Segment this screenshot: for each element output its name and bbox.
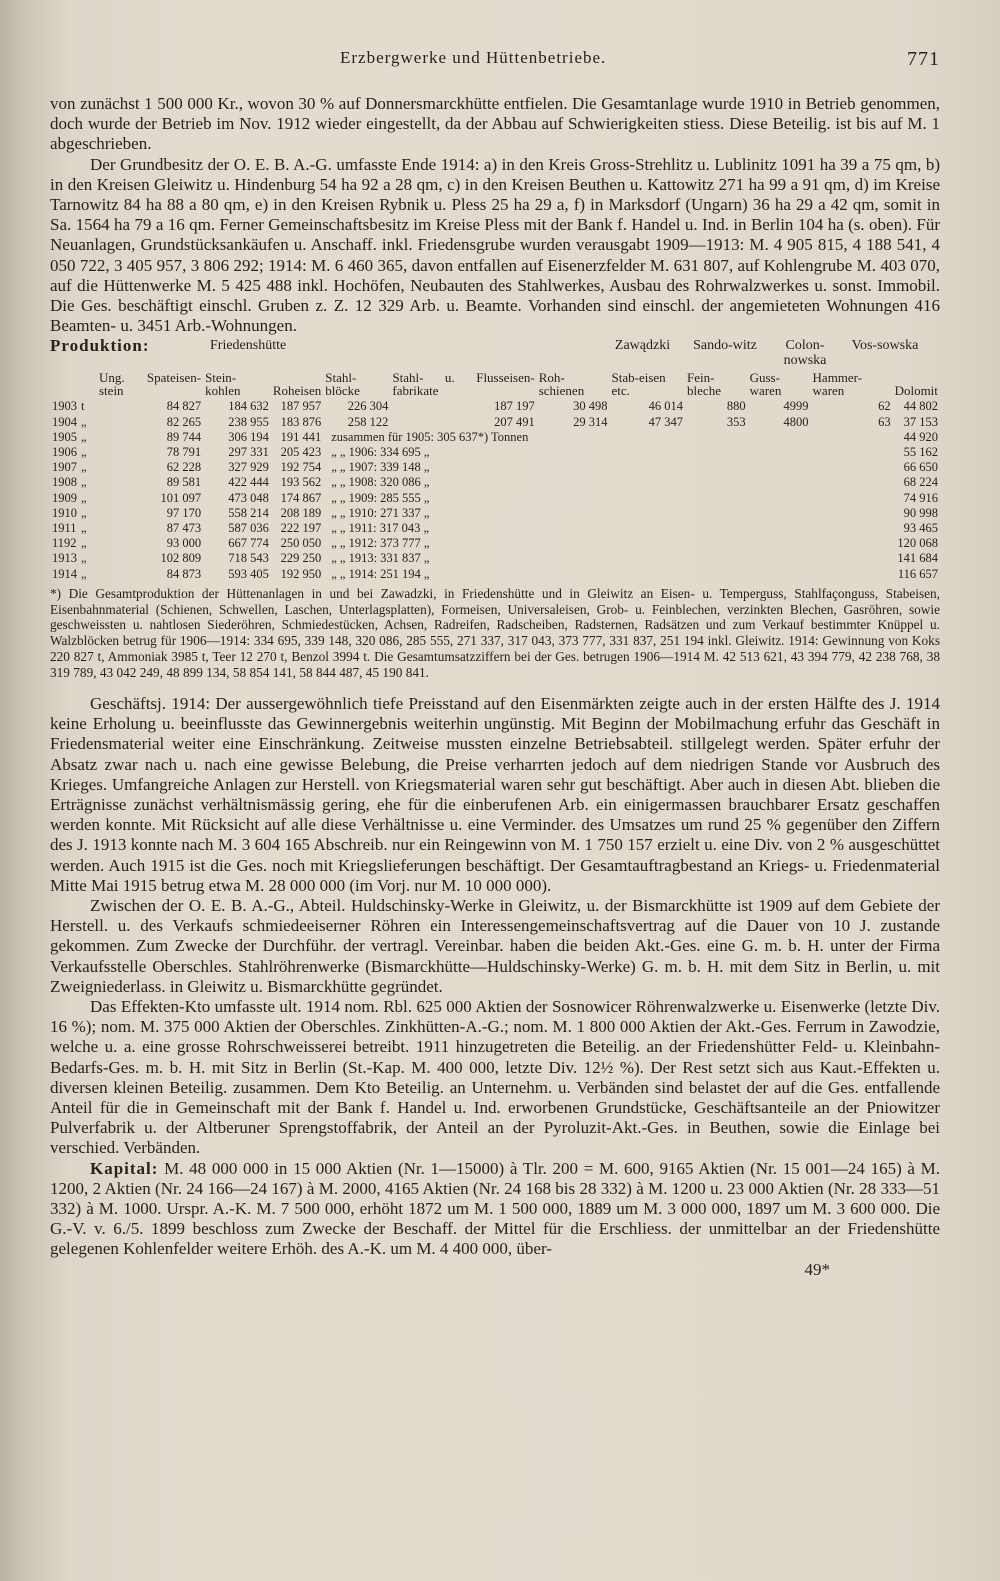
table-cell: 353 bbox=[726, 414, 746, 429]
col-year bbox=[50, 371, 79, 399]
table-cell: 1907 bbox=[52, 460, 77, 475]
table-row bbox=[50, 430, 940, 445]
table-cell: 30 498 bbox=[573, 399, 608, 414]
table-cell: 44 920 bbox=[903, 429, 938, 444]
table-cell: „ bbox=[81, 414, 87, 429]
table-cell: 62 228 bbox=[166, 460, 202, 475]
paragraph-kapital bbox=[50, 1159, 940, 1260]
col-unit bbox=[79, 371, 97, 399]
table-cell: 558 214 bbox=[228, 505, 269, 520]
table-cell: 116 657 bbox=[897, 566, 938, 581]
table-cell: 66 650 bbox=[903, 460, 938, 475]
table-cell: „ bbox=[81, 460, 87, 475]
table-cell: 89 744 bbox=[166, 429, 202, 444]
signature-mark: 49* bbox=[804, 1259, 830, 1279]
table-cell-summary: „ „ 1910: 271 337 „ bbox=[331, 505, 430, 520]
group-sandowitz: Sando-witz bbox=[693, 338, 757, 354]
table-cell: 93 000 bbox=[166, 536, 202, 551]
table-cell: 229 250 bbox=[280, 551, 322, 566]
table-cell: 37 153 bbox=[903, 414, 938, 429]
table-cell: 1908 bbox=[52, 475, 77, 490]
table-cell: 68 224 bbox=[903, 475, 938, 490]
paragraph-geschaeftsjahr: Geschäftsj. 1914: Der aussergewöhnlich tiefe Preisstand auf den Eisenmärkten zeigte auch in der ersten Hälfte des J. 1914 keine Erholung u. beeinflusste das Gewinnergebnis weiterhin ungünstig. Mit Beginn der Mobilmachung erfuhr das Geschäft in Friedensmaterial weiter eine Einschränkung. Zeitweise mussten einzelne Betriebsabteil. stillgelegt werden. Später erfuhr der Absatz zwar nach u. nach eine gewisse Belebung, die Preise verharrten jedoch auf dem niedrigen Stande vor Ausbruch des Krieges. Umfangreiche Anlagen zur Herstell. von Kriegsmaterial waren sehr gut beschäftigt. Aber auch in diesen Abt. blieben die Erträgnisse zunächst verhältnismässig gering, ehe für die einberufenen Arb. ein einigermassen brauchbarer Ersatz geschaffen werden konnte. Mit Rücksicht auf alle diese Verhältnisse u. eine Verminder. des Umsatzes um rund 25 % gegenüber den Ziffern des J. 1913 konnte nach M. 3 604 165 Abschreib. nur ein Reingewinn von M. 1 750 157 erzielt u. eine Div. von 2 % ausgeschüttet werden. Auch 1915 ist die Ges. noch mit Kriegslieferungen beschäftigt. Der Gesamtauftragbestand an Kriegs- u. Friedenmaterial Mitte Mai 1915 betrug etwa M. 28 000 000 (im Vorj. nur M. 10 000 000). bbox=[50, 693, 940, 895]
table-cell: 192 754 bbox=[280, 460, 322, 475]
col-roheisen: Roheisen bbox=[272, 383, 322, 399]
table-cell: 207 491 bbox=[494, 414, 535, 429]
table-cell: 1910 bbox=[52, 505, 77, 520]
table-cell: 473 048 bbox=[228, 490, 269, 505]
table-cell: „ bbox=[81, 521, 87, 536]
table-cell: 46 014 bbox=[648, 399, 684, 414]
table-cell: 238 955 bbox=[228, 414, 269, 429]
paragraph-effekten: Das Effekten-Kto umfasste ult. 1914 nom. Rbl. 625 000 Aktien der Sosnowicer Röhrenwalzwerke u. Eisenwerke (letzte Div. 16 %); nom. M. 375 000 Aktien der Oberschles. Zinkhütten-A.-G.; nom. M. 1 800 000 Aktien der Akt.-Ges. Ferrum in Zawodzie, welche u. a. eine grosse Rohrschweisserei betreibt. 1911 hinzugetreten die Beteilig. an der Friedenshütter Feld- u. Kleinbahn-Bedarfs-Ges. m. b. H. mit Sitz in Berlin (St.-Kap. M. 400 000, letzte Div. 12½ %). Der Rest setzt sich aus Kaut.-Effekten u. diversen kleinen Beteilig. zusammen. Dem Kto Beteilig. an Unternehm. u. Verbänden sind belastet der auf die Ges. entfallende Anteil für die in Gemeinschaft mit der Bank f. Handel u. Ind. erworbenen Grundstücke, Geschäftsanteile an der Pniowitzer Pulverfabrik u. der Altberuner Sprengstoffabrik, der Anteil an der Pyroluzit-Akt.-Ges. in Beuthen, sowie die Einlage bei verschied. Verbänden. bbox=[50, 997, 940, 1158]
table-cell: „ bbox=[81, 475, 87, 490]
table-cell: 1911 bbox=[52, 521, 77, 536]
table-cell: 187 957 bbox=[280, 399, 322, 414]
table-cell-summary: „ „ 1908: 320 086 „ bbox=[331, 475, 430, 490]
table-cell: 1903 bbox=[52, 399, 77, 414]
table-cell: 1192 bbox=[52, 536, 77, 551]
table-cell-summary: „ „ 1909: 285 555 „ bbox=[331, 490, 430, 505]
table-cell: 1905 bbox=[52, 429, 77, 444]
table-cell: 29 314 bbox=[573, 414, 608, 429]
kapital-text: M. 48 000 000 in 15 000 Aktien (Nr. 1—15000) à Tlr. 200 = M. 600, 9165 Aktien (Nr. 15 001—24 165) à M. 1200, 2 Aktien (Nr. 24 166—24 167) à M. 2000, 4165 Aktien (Nr. 24 168 bis 28 332) à M. 1200 u. 23 000 Aktien (Nr. 28 333—51 332) à M. 1000. Urspr. A.-K. M. 7 500 000, erhöht 1872 um M. 1 500 000, 1889 um M. 3 000 000, 1897 um M. 3 600 000. Die G.-V. v. 6./5. 1899 beschloss zum Zwecke der Beschaff. der Mittel für die Erschliess. der unmittelbar an der Friedenshütte gelegenen Kohlenfelder weitere Erhöh. des A.-K. um M. 4 400 000, über- bbox=[50, 1158, 941, 1259]
col-hammerwaren: Hammer-waren bbox=[812, 370, 863, 399]
table-cell: 89 581 bbox=[166, 475, 202, 490]
col-rohschienen: Roh-schienen bbox=[538, 370, 585, 399]
group-colonnowska: Colon-nowska bbox=[783, 338, 827, 369]
production-label: Produktion: bbox=[50, 336, 150, 356]
table-row bbox=[50, 567, 940, 582]
table-cell: „ bbox=[81, 429, 87, 444]
group-vossowska: Vos-sowska bbox=[851, 338, 919, 354]
table-cell-summary: „ „ 1914: 251 194 „ bbox=[331, 566, 430, 581]
table-cell: 193 562 bbox=[280, 475, 322, 490]
table-cell: 120 068 bbox=[897, 536, 938, 551]
table-cell: 880 bbox=[726, 399, 746, 414]
table-cell-summary: „ „ 1913: 331 837 „ bbox=[331, 551, 430, 566]
table-cell: „ bbox=[81, 551, 87, 566]
table-cell: 4800 bbox=[783, 414, 809, 429]
table-cell: 90 998 bbox=[903, 505, 938, 520]
table-cell: 587 036 bbox=[228, 521, 269, 536]
table-row bbox=[50, 475, 940, 490]
col-stabeisen: Stab-eisen etc. bbox=[611, 370, 666, 399]
col-gusswaren: Guss-waren bbox=[749, 370, 782, 399]
table-cell: 1909 bbox=[52, 490, 77, 505]
table-cell: 174 867 bbox=[280, 490, 322, 505]
table-cell: 187 197 bbox=[494, 399, 535, 414]
table-cell: 82 265 bbox=[166, 414, 202, 429]
table-row bbox=[50, 491, 940, 506]
table-cell-summary: „ „ 1912: 373 777 „ bbox=[331, 536, 430, 551]
table-cell: 1913 bbox=[52, 551, 77, 566]
table-cell: 102 809 bbox=[160, 551, 202, 566]
col-spateisenstein: Ung. Spateisen-stein bbox=[99, 370, 202, 399]
table-cell: 184 632 bbox=[228, 399, 269, 414]
col-fabrikate: Stahl- u. Flusseisen-fabrikate bbox=[392, 370, 535, 399]
table-cell: 84 873 bbox=[166, 566, 202, 581]
page-body bbox=[50, 94, 940, 1280]
table-cell: 63 bbox=[878, 414, 891, 429]
table-cell: 306 194 bbox=[228, 429, 269, 444]
table-cell: 4999 bbox=[783, 399, 809, 414]
table-cell: 84 827 bbox=[166, 399, 202, 414]
paragraph-grundbesitz: Der Grundbesitz der O. E. B. A.-G. umfasste Ende 1914: a) in den Kreis Gross-Strehlitz u. Lublinitz 1091 ha 39 a 75 qm, b) in den Kreisen Gleiwitz u. Hindenburg 54 ha 92 a 28 qm, c) in den Kreisen Beuthen u. Kattowitz 271 ha 99 a 91 qm, d) im Kreise Tarnowitz 84 ha 88 a 80 qm, e) in den Kreisen Rybnik u. Pless 25 ha 29 a, f) in Marksdorf (Ungarn) 36 ha 29 a 42 qm, somit in Sa. 1564 ha 79 a 16 qm. Ferner Gemeinschaftsbesitz im Kreise Pless mit der Bank f. Handel u. Ind. in Berlin 104 ha (s. oben). Für Neuanlagen, Grundstücksankäufen u. Anschaff. inkl. Friedensgrube wurden verausgabt 1909—1913: M. 4 905 815, 4 188 541, 4 050 722, 3 405 957, 3 806 292; 1914: M. 6 460 365, davon entfallen auf Eisenerzfelder M. 631 807, auf Kohlengrube M. 403 070, auf die Hüttenwerke M. 5 425 488 inkl. Hochöfen, Neubauten des Stahlwerkes, Ausbau des Rohrwalzwerkes u. sonst. Immobil. Die Ges. beschäftigt einschl. Gruben z. Z. 12 329 Arb. u. Beamte. Vorhanden sind einschl. der angemieteten Wohnungen 416 Beamten- u. 3451 Arb.-Wohnungen. bbox=[50, 154, 940, 336]
table-cell: 101 097 bbox=[160, 490, 202, 505]
table-cell: 191 441 bbox=[280, 429, 322, 444]
table-cell: 141 684 bbox=[897, 551, 938, 566]
group-friedenshuette: Friedenshütte bbox=[210, 338, 287, 354]
table-cell: t bbox=[81, 399, 85, 414]
table-cell-summary: „ „ 1907: 339 148 „ bbox=[331, 460, 430, 475]
table-cell: 55 162 bbox=[903, 445, 938, 460]
table-cell: 1906 bbox=[52, 445, 77, 460]
table-cell: 226 304 bbox=[347, 399, 389, 414]
table-cell: 93 465 bbox=[903, 521, 938, 536]
table-row bbox=[50, 415, 940, 430]
group-zawadzki: Zawądzki bbox=[614, 338, 671, 354]
table-cell: 1904 bbox=[52, 414, 77, 429]
table-cell: 593 405 bbox=[228, 566, 269, 581]
production-table bbox=[50, 371, 940, 581]
table-cell: „ bbox=[81, 490, 87, 505]
table-cell: 183 876 bbox=[280, 414, 322, 429]
table-cell: „ bbox=[81, 445, 87, 460]
running-title: Erzbergwerke und Hüttenbetriebe. bbox=[340, 48, 607, 67]
col-steinkohlen: Stein-kohlen bbox=[205, 370, 241, 399]
table-cell-summary: „ „ 1906: 334 695 „ bbox=[331, 445, 430, 460]
page-header bbox=[50, 48, 940, 74]
page-number: 771 bbox=[907, 48, 940, 70]
kapital-label: Kapital: bbox=[90, 1158, 159, 1178]
table-row bbox=[50, 521, 940, 536]
col-feinbleche: Fein-bleche bbox=[687, 370, 721, 399]
col-dolomit: Dolomit bbox=[894, 383, 938, 399]
table-row bbox=[50, 551, 940, 566]
table-cell: 222 197 bbox=[280, 521, 322, 536]
table-row bbox=[50, 536, 940, 551]
table-cell-summary: zusammen für 1905: 305 637*) Tonnen bbox=[331, 429, 529, 444]
table-cell: 87 473 bbox=[166, 521, 202, 536]
table-row bbox=[50, 506, 940, 521]
table-cell-summary: „ „ 1911: 317 043 „ bbox=[331, 521, 430, 536]
table-cell: 47 347 bbox=[648, 414, 684, 429]
table-cell: 422 444 bbox=[228, 475, 269, 490]
footnote: *) Die Gesamtproduktion der Hüttenanlagen in und bei Zawadzki, in Friedenshütte und in Gleiwitz an Eisen- u. Temperguss, Stahlfaçonguss, Stabeisen, Eisenbahnmaterial (Schienen, Schwellen, Laschen, Unterlagsplatten), Formeisen, Universaleisen, Grob- u. Feinblechen, verzinkten Blechen, Gasröhren, sowie geschweissten u. nahtlosen Siederöhren, Schmiedestücken, Achsen, Radreifen, Radscheiben, Radsternen, Radsätzen und zum Verkauf bestimmter Knüppel u. Walzblöcken betrug für 1906—1914: 334 695, 339 148, 320 086, 285 555, 271 337, 317 043, 373 777, 331 837, 251 194 inkl. Gleiwitz. 1914: Gewinnung von Koks 220 827 t, Ammoniak 3985 t, Teer 12 270 t, Benzol 3994 t. Die Gesamtumsatzziffern bei der Ges. betrugen 1906—1914 M. 42 513 621, 43 394 779, 42 238 768, 38 319 789, 43 042 249, 48 899 134, 58 854 141, 58 844 487, 45 190 841. bbox=[50, 585, 940, 680]
col-stahlbloecke: Stahl-blöcke bbox=[325, 370, 360, 399]
table-cell: 97 170 bbox=[166, 505, 202, 520]
table-cell: 205 423 bbox=[280, 445, 322, 460]
paragraph-intro: von zunächst 1 500 000 Kr., wovon 30 % auf Donnersmarckhütte entfielen. Die Gesamtanlage wurde 1910 in Betrieb genommen, doch wurde der Betrieb im Nov. 1912 wieder eingestellt, da der Abbau auf Schwierigkeiten stiess. Diese Beteilig. ist bis auf M. 1 abgeschrieben. bbox=[50, 94, 940, 154]
table-cell: „ bbox=[81, 566, 87, 581]
production-table-body bbox=[50, 399, 940, 581]
table-cell: 78 791 bbox=[166, 445, 202, 460]
table-cell: 62 bbox=[878, 399, 891, 414]
table-cell: 667 774 bbox=[228, 536, 269, 551]
table-row bbox=[50, 399, 940, 414]
table-cell: 297 331 bbox=[228, 445, 269, 460]
table-cell: 44 802 bbox=[903, 399, 938, 414]
production-table-header bbox=[50, 371, 940, 399]
table-cell: 208 189 bbox=[280, 505, 322, 520]
table-cell: 192 950 bbox=[280, 566, 322, 581]
table-row bbox=[50, 445, 940, 460]
table-cell: „ bbox=[81, 505, 87, 520]
production-heading bbox=[50, 338, 940, 368]
paragraph-interessengemeinschaft: Zwischen der O. E. B. A.-G., Abteil. Huldschinsky-Werke in Gleiwitz, u. der Bismarckhütte ist 1909 auf dem Gebiete der Herstell. u. des Verkaufs schmiedeeiserner Röhren ein Interessengemeinschaftsvertrag auf die Dauer von 10 J. zustande gekommen. Zum Zwecke der Durchführ. der vertragl. Vereinbar. haben die beiden Akt.-Ges. eine G. m. b. H. unter der Firma Verkaufsstelle Oberschles. Stahlröhrenwerke (Bismarckhütte—Huldschinsky-Werke) G. m. b. H. mit dem Sitz in Berlin, u. mit Zweigniederlass. in Gleiwitz u. Bismarckhütte gegründet. bbox=[50, 895, 940, 996]
table-cell: 250 050 bbox=[280, 536, 322, 551]
table-cell: 1914 bbox=[52, 566, 77, 581]
table-cell: 718 543 bbox=[228, 551, 269, 566]
table-cell: 258 122 bbox=[347, 414, 389, 429]
table-cell: 74 916 bbox=[903, 490, 938, 505]
page-body-lower bbox=[50, 694, 940, 1280]
table-row bbox=[50, 460, 940, 475]
table-cell: „ bbox=[81, 536, 87, 551]
table-cell: 327 929 bbox=[228, 460, 269, 475]
